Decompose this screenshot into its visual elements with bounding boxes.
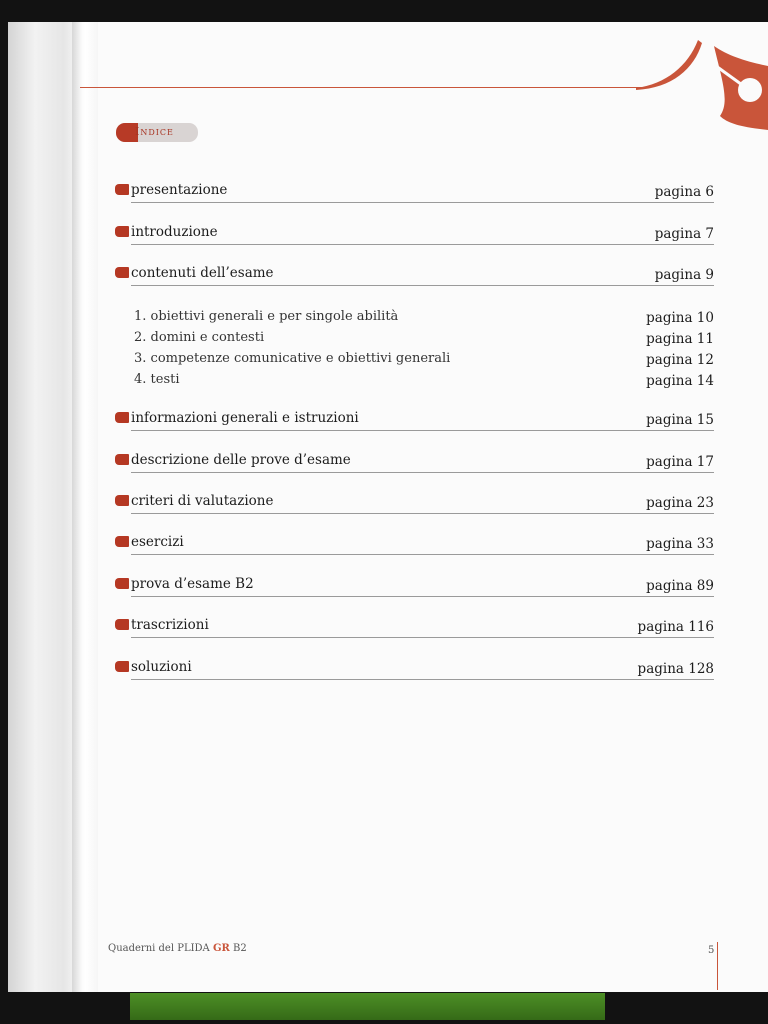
toc-title: esercizi — [131, 534, 184, 550]
toc-title: prova d’esame B2 — [131, 576, 254, 592]
gutter-shadow — [72, 22, 82, 992]
toc-subtitle: 1. obiettivi generali e per singole abilità — [134, 309, 399, 324]
toc-subpage: pagina 11 — [646, 331, 714, 347]
toc-subtitle: 4. testi — [134, 372, 180, 387]
toc-underline — [131, 472, 714, 473]
toc-bullet — [115, 536, 129, 547]
toc-underline — [131, 285, 714, 286]
book-gutter — [8, 22, 98, 992]
toc-page: pagina 128 — [637, 661, 714, 677]
toc-entry-contenuti[interactable] — [114, 265, 714, 289]
toc-entry-trascrizioni[interactable] — [114, 617, 714, 641]
toc-subpage: pagina 10 — [646, 310, 714, 326]
toc-bullet — [115, 226, 129, 237]
toc-title: descrizione delle prove d’esame — [131, 452, 351, 468]
toc-subentry-obiettivi[interactable] — [134, 309, 714, 329]
footer-series — [108, 943, 247, 954]
index-heading — [116, 123, 198, 142]
toc-title: soluzioni — [131, 659, 192, 675]
toc-entry-presentazione[interactable] — [114, 182, 714, 206]
toc-subentry-domini[interactable] — [134, 330, 714, 350]
toc-underline — [131, 554, 714, 555]
page-number: 5 — [708, 945, 715, 956]
toc-bullet — [115, 454, 129, 465]
toc-bullet — [115, 619, 129, 630]
toc-underline — [131, 430, 714, 431]
toc-bullet — [115, 661, 129, 672]
footer-level: B2 — [233, 943, 247, 954]
toc-entry-soluzioni[interactable] — [114, 659, 714, 683]
toc-page: pagina 6 — [654, 184, 714, 200]
toc-entry-descrizione[interactable] — [114, 452, 714, 476]
toc-page: pagina 17 — [646, 454, 714, 470]
toc-page: pagina 33 — [646, 536, 714, 552]
toc-page: pagina 15 — [646, 412, 714, 428]
toc-underline — [131, 637, 714, 638]
footer-divider — [717, 942, 718, 990]
toc-underline — [131, 202, 714, 203]
footer-series-title: Quaderni del PLIDA — [108, 943, 210, 954]
toc-page: pagina 116 — [637, 619, 714, 635]
toc-entry-prova[interactable] — [114, 576, 714, 600]
toc-page: pagina 7 — [654, 226, 714, 242]
toc-title: contenuti dell’esame — [131, 265, 274, 281]
toc-subpage: pagina 12 — [646, 352, 714, 368]
toc-title: introduzione — [131, 224, 218, 240]
book-page — [8, 22, 768, 992]
toc-underline — [131, 244, 714, 245]
toc-bullet — [115, 184, 129, 195]
index-heading-label: Indice — [135, 125, 174, 138]
toc-title: trascrizioni — [131, 617, 209, 633]
cover-edge-strip — [130, 993, 605, 1020]
toc-underline — [131, 513, 714, 514]
toc-page: pagina 89 — [646, 578, 714, 594]
toc-entry-criteri[interactable] — [114, 493, 714, 517]
toc-page: pagina 9 — [654, 267, 714, 283]
toc-bullet — [115, 412, 129, 423]
plida-logo-icon: GR — [212, 943, 230, 954]
toc-entry-introduzione[interactable] — [114, 224, 714, 248]
header-rule — [80, 87, 645, 88]
toc-subtitle: 2. domini e contesti — [134, 330, 265, 345]
toc-entry-informazioni[interactable] — [114, 410, 714, 434]
toc-bullet — [115, 495, 129, 506]
toc-page: pagina 23 — [646, 495, 714, 511]
toc-bullet — [115, 267, 129, 278]
toc-entry-esercizi[interactable] — [114, 534, 714, 558]
toc-title: informazioni generali e istruzioni — [131, 410, 359, 426]
toc-bullet — [115, 578, 129, 589]
toc-title: criteri di valutazione — [131, 493, 274, 509]
toc-subtitle: 3. competenze comunicative e obiettivi generali — [134, 351, 451, 366]
toc-underline — [131, 679, 714, 680]
toc-underline — [131, 596, 714, 597]
toc-subentry-testi[interactable] — [134, 372, 714, 392]
toc-subentry-competenze[interactable] — [134, 351, 714, 371]
corner-leaf-icon — [618, 36, 768, 136]
toc-subpage: pagina 14 — [646, 373, 714, 389]
toc-title: presentazione — [131, 182, 228, 198]
